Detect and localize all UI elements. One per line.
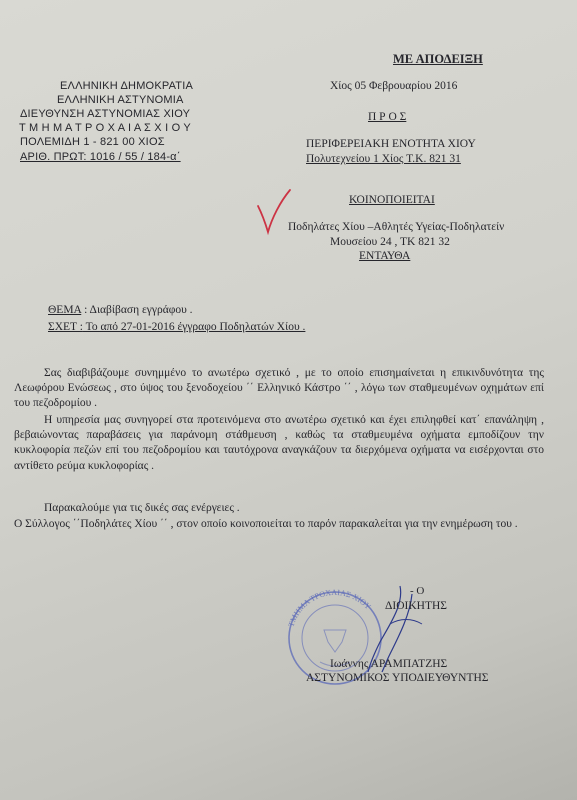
cc-line-2: Μουσείου 24 , ΤΚ 821 32 xyxy=(330,236,450,248)
recipient-line-1: ΠΕΡΙΦΕΡΕΙΑΚΗ ΕΝΟΤΗΤΑ ΧΙΟΥ xyxy=(306,138,476,150)
sender-line-1: ΕΛΛΗΝΙΚΗ ΔΗΜΟΚΡΑΤΙΑ xyxy=(60,80,194,92)
document-date: Χίος 05 Φεβρουαρίου 2016 xyxy=(330,80,458,92)
sender-line-3: ΔΙΕΥΘΥΝΣΗ ΑΣΤΥΝΟΜΙΑΣ ΧΙΟΥ xyxy=(20,108,191,120)
signatory-rank: ΑΣΤΥΝΟΜΙΚΟΣ ΥΠΟΔΙΕΥΘΥΝΤΗΣ xyxy=(306,672,489,684)
with-receipt-label: ΜΕ ΑΠΟΔΕΙΞΗ xyxy=(393,52,483,66)
reference-line xyxy=(48,320,305,334)
cc-line-3: ΕΝΤΑΥΘΑ xyxy=(359,250,411,262)
signatory-title: ΔΙΟΙΚΗΤΗΣ xyxy=(385,600,447,612)
subject-line xyxy=(48,303,193,317)
subject-text: : Διαβίβαση εγγράφου . xyxy=(81,304,193,316)
cc-line-1: Ποδηλάτες Χίου –Αθλητές Υγείας-Ποδηλατείν xyxy=(288,221,505,233)
reference-text: Το από 27-01-2016 έγγραφο Ποδηλατών Χίου . xyxy=(82,321,306,333)
seal-text: ΤΜΗΜΑ ΤΡΟΧΑΙΑΣ ΧΙΟΥ xyxy=(286,587,373,628)
red-check-mark-icon xyxy=(256,188,292,240)
body-paragraph-2: Η υπηρεσία μας συνηγορεί στα προτεινόμενα στο ανωτέρω σχετικό και έχει επιληφθεί κατ΄ επανάληψη , βεβαιώνοντας παραβάσεις για παράνομη στάθμευση , καθώς τα σταθμευμένα οχήματα εμποδίζουν την κυκλοφορία πεζών επί του πεζοδρομίου και ταυτόχρονα αναγκάζουν τα διερχόμενα οχήματα να εισέρχονται στο αντίθετο ρεύμα κυκλοφορίας . xyxy=(14,414,544,472)
protocol-number: ΑΡΙΘ. ΠΡΩΤ: 1016 / 55 / 184-α΄ xyxy=(20,151,181,163)
subject-label: ΘΕΜΑ xyxy=(48,304,82,316)
sender-line-5: ΠΟΛΕΜΙΔΗ 1 - 821 00 ΧΙΟΣ xyxy=(20,136,165,148)
recipient-line-2: Πολυτεχνείου 1 Χίος Τ.Κ. 821 31 xyxy=(306,153,461,165)
to-label: Π Ρ Ο Σ xyxy=(368,111,407,123)
signature-mark: - Ο xyxy=(410,585,425,597)
sender-line-4: Τ Μ Η Μ Α Τ Ρ Ο Χ Α Ι Α Σ Χ Ι Ο Υ xyxy=(19,122,191,134)
reference-label: ΣΧΕΤ : xyxy=(48,321,83,333)
body-paragraph-4: Ο Σύλλογος ΄΄Ποδηλάτες Χίου ΄΄ , στον οποίο κοινοποιείται το παρόν παρακαλείται για την ενημέρωση του . xyxy=(14,518,518,530)
signatory-name: Ιωάννης ΑΡΑΜΠΑΤΖΗΣ xyxy=(330,658,448,670)
body-paragraph-1: Σας διαβιβάζουμε συνημμένο το ανωτέρω σχετικό , με το οποίο επισημαίνεται η επικινδυνότητα της Λεωφόρου Ενώσεως , στο ύψος του ξενοδοχείου ΄΄ Ελληνικό Κάστρο ΄΄ , λόγω των σταθμευμένων οχημάτων επί του πεζοδρομίου . xyxy=(14,367,544,410)
body-paragraph-3: Παρακαλούμε για τις δικές σας ενέργειες . xyxy=(44,502,240,514)
cc-label: ΚΟΙΝΟΠΟΙΕΙΤΑΙ xyxy=(349,194,435,206)
sender-line-2: ΕΛΛΗΝΙΚΗ ΑΣΤΥΝΟΜΙΑ xyxy=(57,94,184,106)
